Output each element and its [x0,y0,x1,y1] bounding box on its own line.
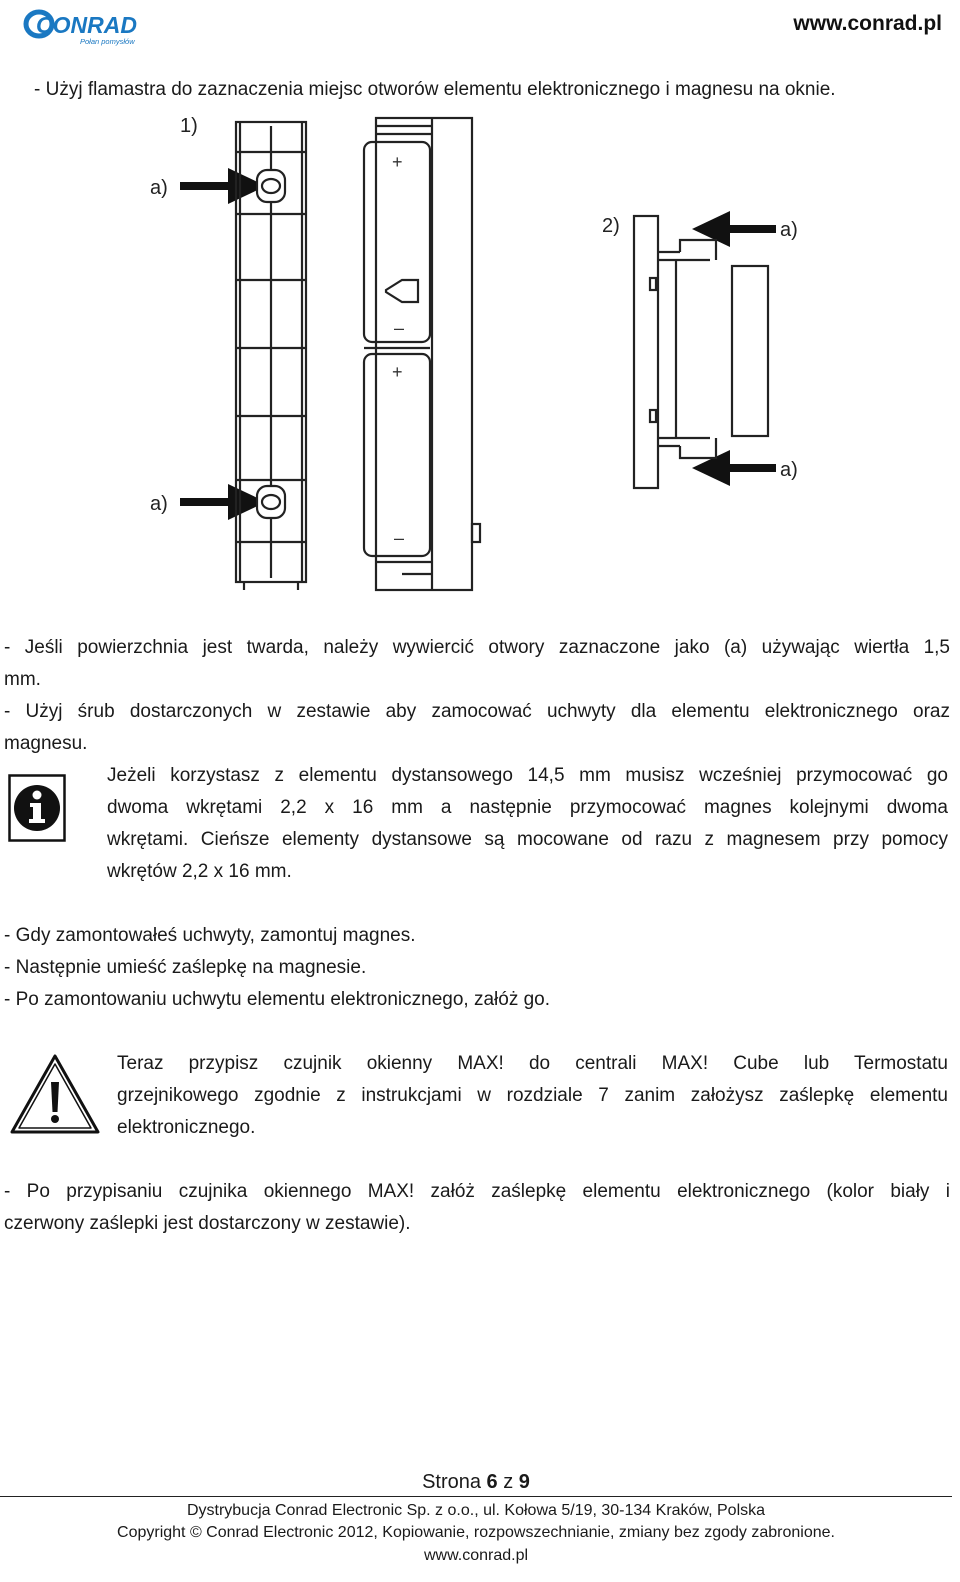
info-note-line-1: Jeżeli korzystasz z elementu dystansowego 14,5 mm musisz wcześniej przymocować go [107,765,948,786]
battery-plus-1: + [392,152,403,172]
footer-site-url[interactable]: www.conrad.pl [423,1547,529,1564]
arrow-bottom-right [692,450,776,486]
step-after-pairing-cont: czerwony zaślepki jest dostarczony w zestawie). [4,1213,411,1234]
instruction-use-screws: - Użyj śrub dostarczonych w zestawie aby zamocować uchwyty dla elementu elektronicznego oraz [4,701,950,722]
instruction-mark-holes: - Użyj flamastra do zaznaczenia miejsc otworów elementu elektronicznego i magnesu na oknie. [34,79,836,100]
battery-minus-1: – [394,318,405,338]
page-total: 9 [518,1471,530,1493]
info-note-line-4: wkrętów 2,2 x 16 mm. [107,861,292,882]
battery-housing [364,118,480,590]
arrow-top-right [692,211,776,247]
info-note-line-2: dwoma wkrętami 2,2 x 16 mm a następnie przymocować magnes kolejnymi dwoma [107,797,948,818]
footer-divider [0,1496,952,1497]
warning-icon [8,1052,102,1136]
mounting-figure [140,112,820,592]
arrow-bottom-left [180,484,266,520]
page-number: Strona 6 z 9 [422,1471,530,1493]
info-note-line-3: wkrętami. Cieńsze elementy dystansowe są mocowane od razu z magnesem przy pomocy [107,829,948,850]
warning-line-3: elektronicznego. [117,1117,256,1138]
arrow-top-left [180,168,266,204]
instruction-drill-holes-cont: mm. [4,669,41,690]
figure-label-a-right-top: a) [780,219,798,241]
page-current: 6 [486,1471,498,1493]
footer-distribution: Dystrybucja Conrad Electronic Sp. z o.o., ul. Kołowa 5/19, 30-134 Kraków, Polska [186,1502,766,1519]
step-mount-magnet: - Gdy zamontowałeś uchwyty, zamontuj magnes. [4,925,416,946]
warning-line-1: Teraz przypisz czujnik okienny MAX! do centrali MAX! Cube lub Termostatu [117,1053,948,1074]
figure-label-1: 1) [180,115,198,137]
info-icon [8,774,66,842]
step-after-pairing: - Po przypisaniu czujnika okiennego MAX! załóż zaślepkę elementu elektronicznego (kolor biały i [4,1181,950,1202]
instruction-drill-holes: - Jeśli powierzchnia jest twarda, należy wywiercić otwory zaznaczone jako (a) używając wiertła 1,5 [4,637,950,658]
warning-line-2: grzejnikowego zgodnie z instrukcjami w rozdziale 7 zanim założysz zaślepkę elementu [117,1085,948,1106]
conrad-logo [22,6,150,46]
step-attach-electronics: - Po zamontowaniu uchwytu elementu elektronicznego, załóż go. [4,989,551,1010]
footer-copyright: Copyright © Conrad Electronic 2012, Kopiowanie, rozpowszechnianie, zmiany bez zgody zabronione. [117,1524,835,1541]
side-view-part [634,216,768,488]
battery-plus-2: + [392,362,403,382]
step-place-cover: - Następnie umieść zaślepkę na magnesie. [4,957,367,978]
figure-label-a-right-bottom: a) [780,459,798,481]
figure-label-a-bottom: a) [150,493,168,515]
header-site-url[interactable]: www.conrad.pl [793,12,942,35]
logo-text: CONRAD [36,12,137,38]
logo-tagline: Połan pomysłów [80,37,135,46]
instruction-use-screws-cont: magnesu. [4,733,88,754]
figure-label-a-top: a) [150,177,168,199]
figure-label-2: 2) [602,215,620,237]
battery-minus-2: – [394,528,405,548]
